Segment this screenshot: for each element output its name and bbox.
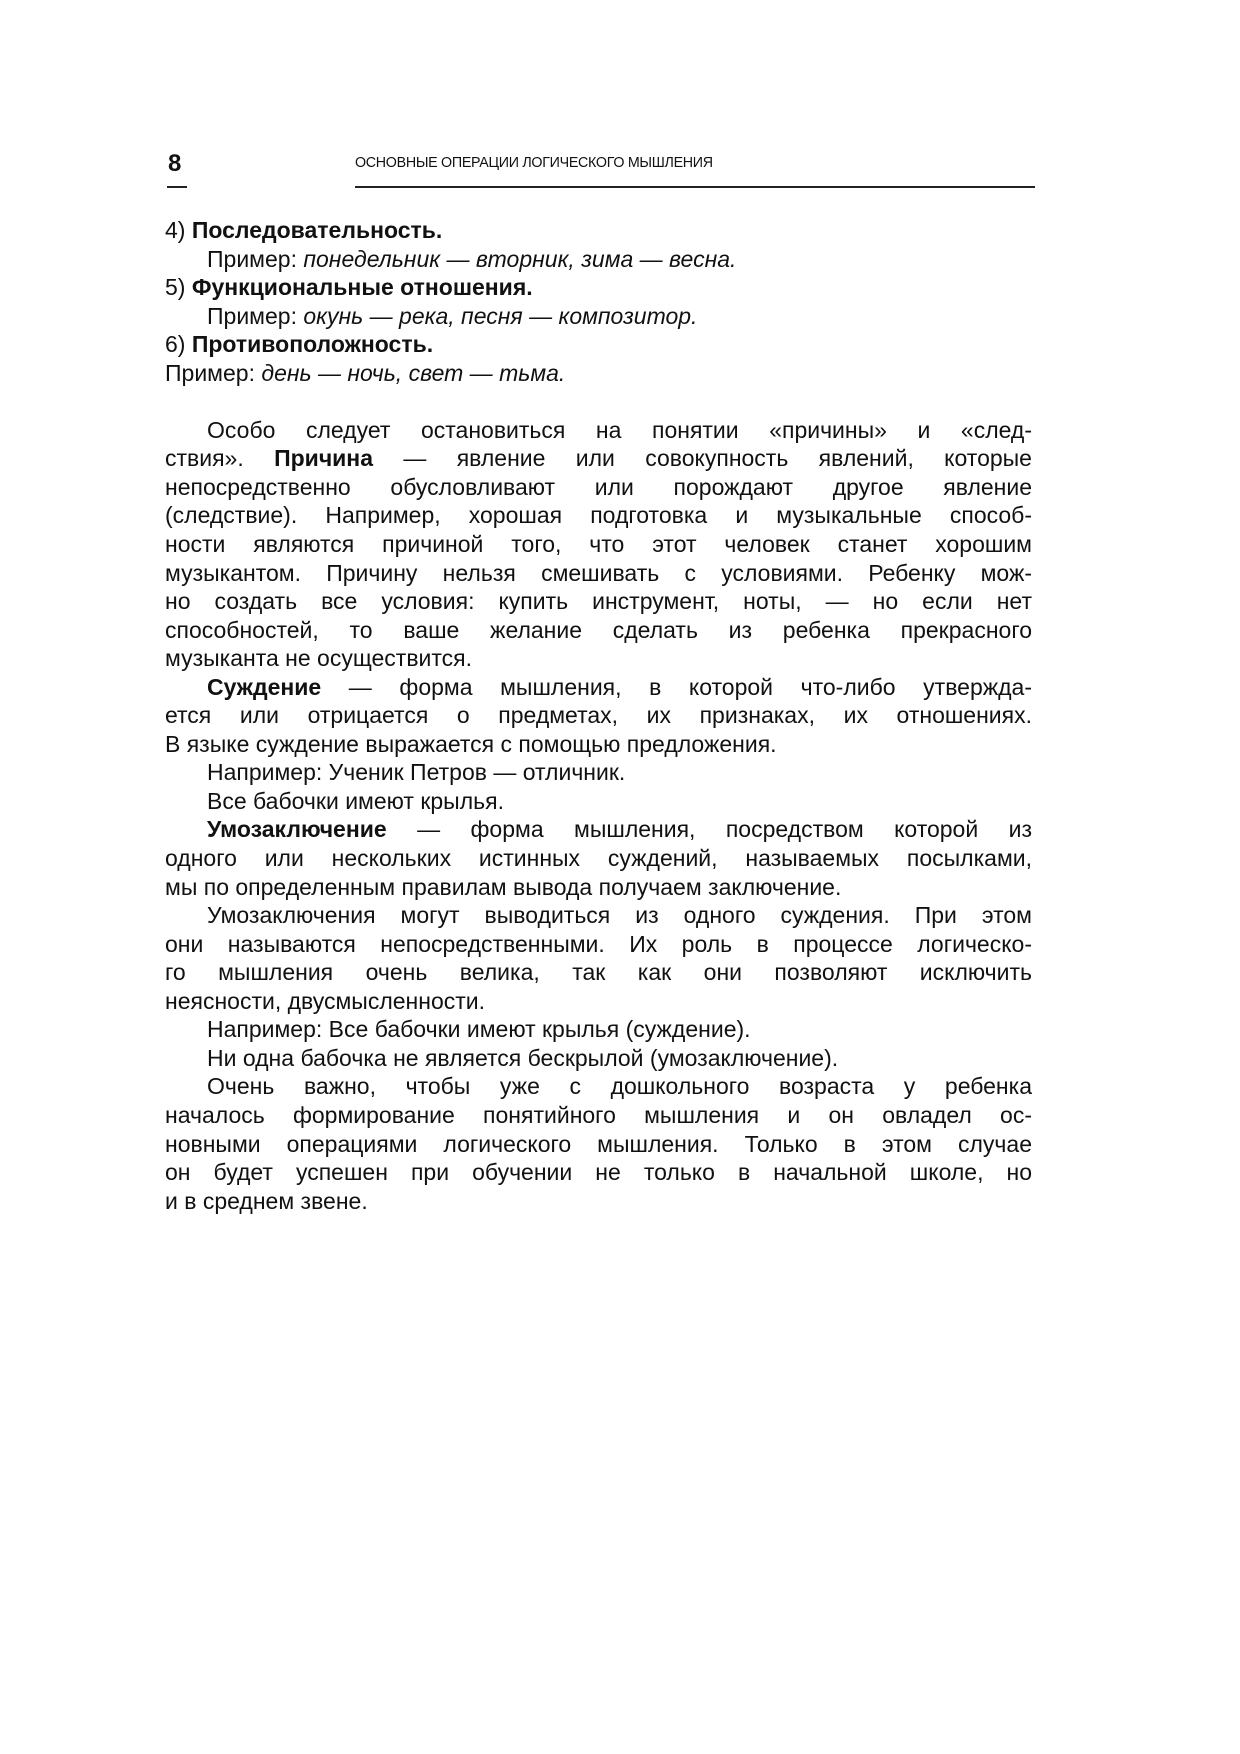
text-line bbox=[165, 530, 1032, 559]
text-line bbox=[165, 416, 1032, 445]
text-run: (следствие). Например, хорошая подготовка и музыкальные способ- bbox=[165, 502, 1032, 529]
text-run: ется или отрицается о предметах, их признаках, их отношениях. bbox=[165, 702, 1032, 729]
text-run: Очень важно, чтобы уже с дошкольного возраста у ребенка bbox=[207, 1073, 1032, 1100]
text-run: музыканта не осуществится. bbox=[165, 645, 473, 672]
bold-term: Функциональные отношения. bbox=[191, 274, 533, 301]
text-run: го мышления очень велика, так как они позволяют исключить bbox=[165, 959, 1032, 986]
text-line bbox=[165, 1044, 1032, 1073]
bold-term: Умозаключение bbox=[207, 816, 387, 843]
text-run: 6) bbox=[165, 331, 192, 358]
italic-example: день — ночь, свет — тьма. bbox=[261, 359, 566, 386]
text-run: началось формирование понятийного мышления и он овладел ос- bbox=[165, 1101, 1032, 1128]
text-line bbox=[165, 1101, 1032, 1130]
text-run: — форма мышления, посредством которой из bbox=[386, 816, 1032, 843]
text-run: Умозаключения могут выводиться из одного суждения. При этом bbox=[207, 902, 1032, 929]
text-run: Пример: bbox=[207, 245, 304, 272]
italic-example: окунь — река, песня — композитор. bbox=[303, 302, 698, 329]
bold-term: Причина bbox=[274, 445, 373, 472]
page-number-rule bbox=[167, 186, 187, 188]
text-line bbox=[165, 730, 1032, 759]
text-line bbox=[165, 559, 1032, 588]
text-run: Например: Ученик Петров — отличник. bbox=[207, 759, 626, 786]
text-line bbox=[165, 701, 1032, 730]
text-run: Все бабочки имеют крылья. bbox=[207, 787, 504, 814]
text-line bbox=[165, 1015, 1032, 1044]
text-line bbox=[165, 787, 1032, 816]
text-run: ности являются причиной того, что этот человек станет хорошим bbox=[165, 531, 1032, 558]
text-run: и в среднем звене. bbox=[165, 1187, 368, 1214]
text-line bbox=[165, 359, 1032, 388]
text-line bbox=[165, 587, 1032, 616]
body-text bbox=[165, 216, 1032, 1215]
text-line bbox=[165, 1072, 1032, 1101]
text-line bbox=[165, 644, 1032, 673]
text-line bbox=[165, 815, 1032, 844]
text-run: 5) bbox=[165, 274, 192, 301]
text-line bbox=[165, 616, 1032, 645]
text-run: непосредственно обусловливают или порождают другое явление bbox=[165, 473, 1032, 500]
paragraph-gap bbox=[165, 387, 1032, 416]
bold-term: Противоположность. bbox=[191, 331, 434, 358]
text-line bbox=[165, 216, 1032, 245]
text-run: мы по определенным правилам вывода получаем заключение. bbox=[165, 873, 842, 900]
header-rule bbox=[355, 186, 1035, 188]
page-number: 8 bbox=[168, 150, 182, 177]
text-line bbox=[165, 958, 1032, 987]
bold-term: Суждение bbox=[207, 673, 322, 700]
text-line bbox=[165, 987, 1032, 1016]
text-run: одного или нескольких истинных суждений, называемых посылками, bbox=[165, 845, 1032, 872]
text-line bbox=[165, 330, 1032, 359]
text-line bbox=[165, 930, 1032, 959]
text-run: неясности, двусмысленности. bbox=[165, 987, 486, 1014]
text-line bbox=[165, 844, 1032, 873]
text-run: — явление или совокупность явлений, которые bbox=[373, 445, 1032, 472]
bold-term: Последовательность. bbox=[191, 217, 443, 243]
italic-example: понедельник — вторник, зима — весна. bbox=[303, 245, 737, 272]
text-line bbox=[165, 273, 1032, 302]
text-run: Ни одна бабочка не является бескрылой (умозаключение). bbox=[207, 1044, 839, 1071]
text-run: Пример: bbox=[207, 302, 304, 329]
text-line bbox=[165, 1158, 1032, 1187]
text-run: 4) bbox=[165, 217, 192, 243]
text-run: они называются непосредственными. Их роль в процессе логическо- bbox=[165, 930, 1032, 957]
text-run: но создать все условия: купить инструмент, ноты, — но если нет bbox=[165, 588, 1032, 615]
text-run: музыкантом. Причину нельзя смешивать с условиями. Ребенку мож- bbox=[165, 559, 1032, 586]
text-line bbox=[165, 758, 1032, 787]
text-line bbox=[165, 501, 1032, 530]
text-line bbox=[165, 673, 1032, 702]
text-line bbox=[165, 901, 1032, 930]
text-line bbox=[165, 245, 1032, 274]
text-run: Особо следует остановиться на понятии «причины» и «след- bbox=[207, 416, 1032, 443]
text-run: ствия». bbox=[165, 445, 275, 472]
text-run: В языке суждение выражается с помощью предложения. bbox=[165, 730, 777, 757]
text-line bbox=[165, 444, 1032, 473]
text-line bbox=[165, 473, 1032, 502]
text-run: Пример: bbox=[165, 359, 262, 386]
text-line bbox=[165, 1130, 1032, 1159]
text-line bbox=[165, 1187, 1032, 1216]
text-line bbox=[165, 302, 1032, 331]
text-run: способностей, то ваше желание сделать из ребенка прекрасного bbox=[165, 616, 1032, 643]
text-run: новными операциями логического мышления. Только в этом случае bbox=[165, 1130, 1032, 1157]
text-run: он будет успешен при обучении не только в начальной школе, но bbox=[165, 1159, 1032, 1186]
text-line bbox=[165, 873, 1032, 902]
running-title: ОСНОВНЫЕ ОПЕРАЦИИ ЛОГИЧЕСКОГО МЫШЛЕНИЯ bbox=[355, 154, 713, 171]
text-run: Например: Все бабочки имеют крылья (суждение). bbox=[207, 1016, 751, 1043]
text-run: — форма мышления, в которой что-либо утвержда- bbox=[321, 673, 1032, 700]
